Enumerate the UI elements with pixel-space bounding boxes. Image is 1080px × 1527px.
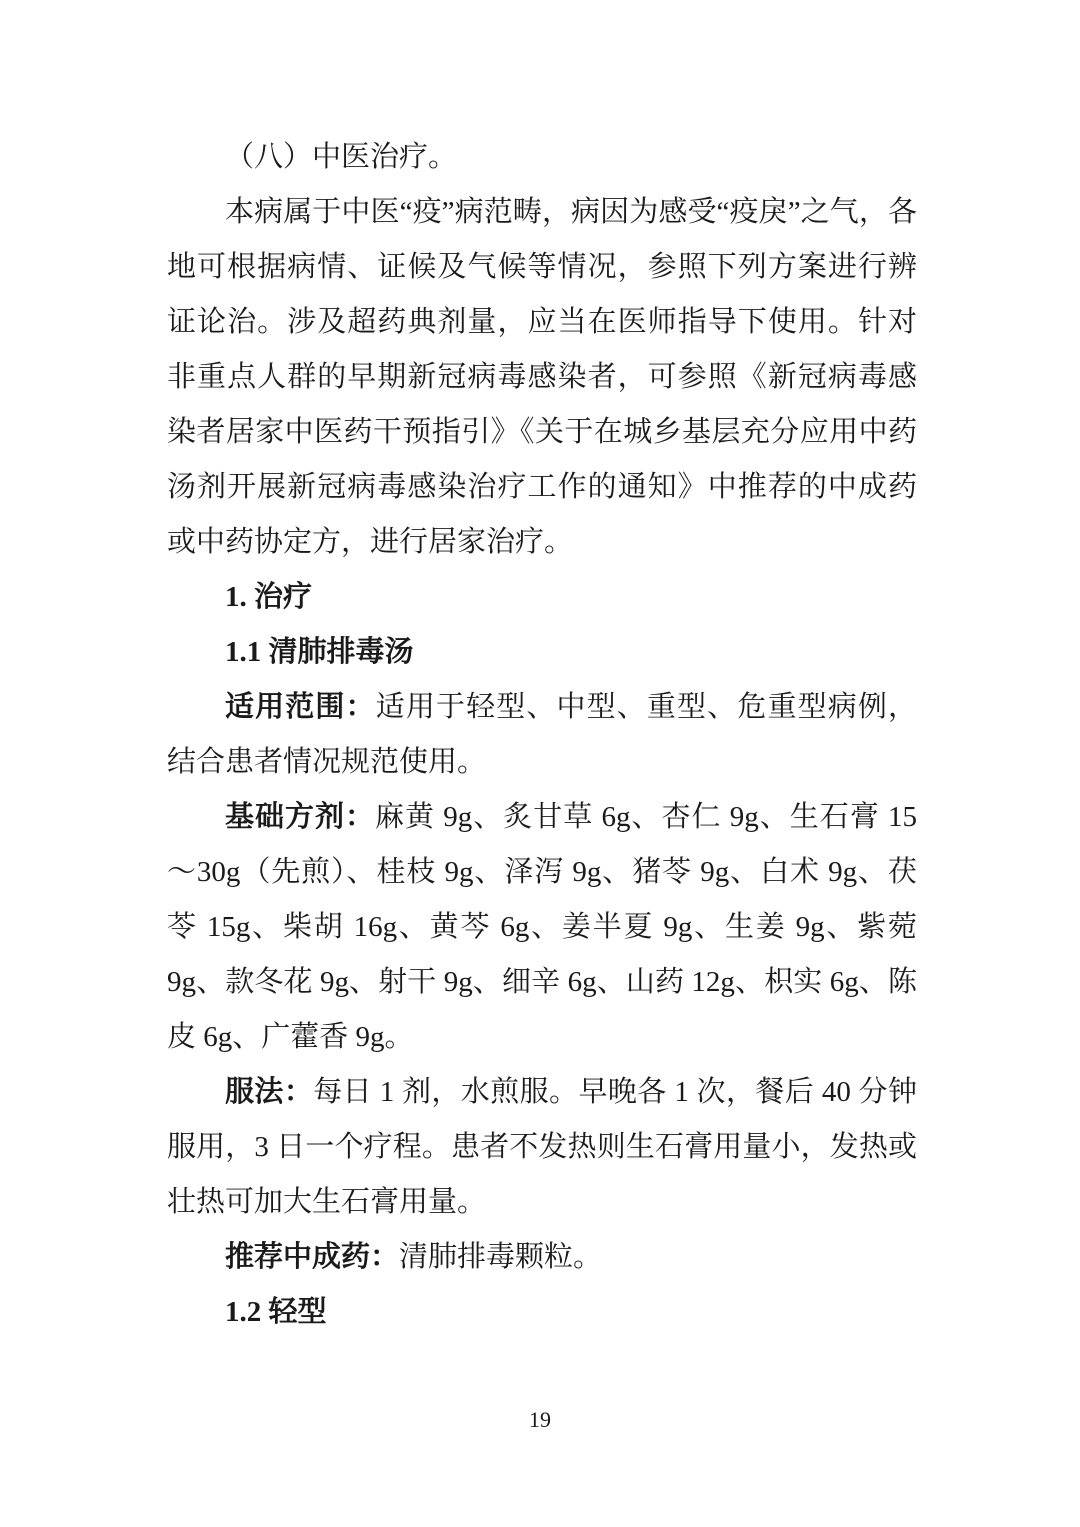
- document-body: [167, 130, 917, 1340]
- heading-mild-type: 1.2 轻型: [225, 1296, 327, 1328]
- formula-label: 基础方剂：: [225, 801, 375, 833]
- page-number: 19: [529, 1407, 551, 1432]
- intro-paragraph: 本病属于中医“疫”病范畴，病因为感受“疫戾”之气，各地可根据病情、证候及气候等情况，参照下列方案进行辨证论治。涉及超药典剂量，应当在医师指导下使用。针对非重点人群的早期新冠病毒感染者，可参照《新冠病毒感染者居家中医药干预指引》《关于在城乡基层充分应用中药汤剂开展新冠病毒感染治疗工作的通知》中推荐的中成药或中药协定方，进行居家治疗。: [167, 196, 917, 558]
- heading-qingfei-paidu-decoction: 1.1 清肺排毒汤: [225, 636, 414, 668]
- scope-paragraph: [167, 680, 917, 790]
- scope-label: 适用范围：: [225, 691, 376, 723]
- formula-paragraph: [167, 790, 917, 1065]
- recommended-medicine-paragraph: [167, 1230, 917, 1285]
- recommended-medicine-label: 推荐中成药：: [225, 1241, 400, 1273]
- scope-text: 适用于轻型、中型、重型、危重型病例，结合患者情况规范使用。: [167, 691, 917, 778]
- usage-paragraph: [167, 1065, 917, 1230]
- usage-text: 每日 1 剂，水煎服。早晚各 1 次，餐后 40 分钟服用，3 日一个疗程。患者不发热则生石膏用量小，发热或壮热可加大生石膏用量。: [167, 1076, 917, 1218]
- section-heading: （八）中医治疗。: [225, 141, 458, 173]
- heading-treatment: 1. 治疗: [225, 581, 313, 613]
- formula-text: 麻黄 9g、炙甘草 6g、杏仁 9g、生石膏 15～30g（先煎）、桂枝 9g、泽泻 9g、猪苓 9g、白术 9g、茯苓 15g、柴胡 16g、黄芩 6g、姜半夏 9g、生姜 9g、紫菀 9g、款冬花 9g、射干 9g、细辛 6g、山药 12g、枳实 6g、陈皮 6g、广藿香 9g。: [167, 801, 917, 1053]
- usage-label: 服法：: [225, 1076, 314, 1108]
- recommended-medicine-text: 清肺排毒颗粒。: [399, 1241, 603, 1273]
